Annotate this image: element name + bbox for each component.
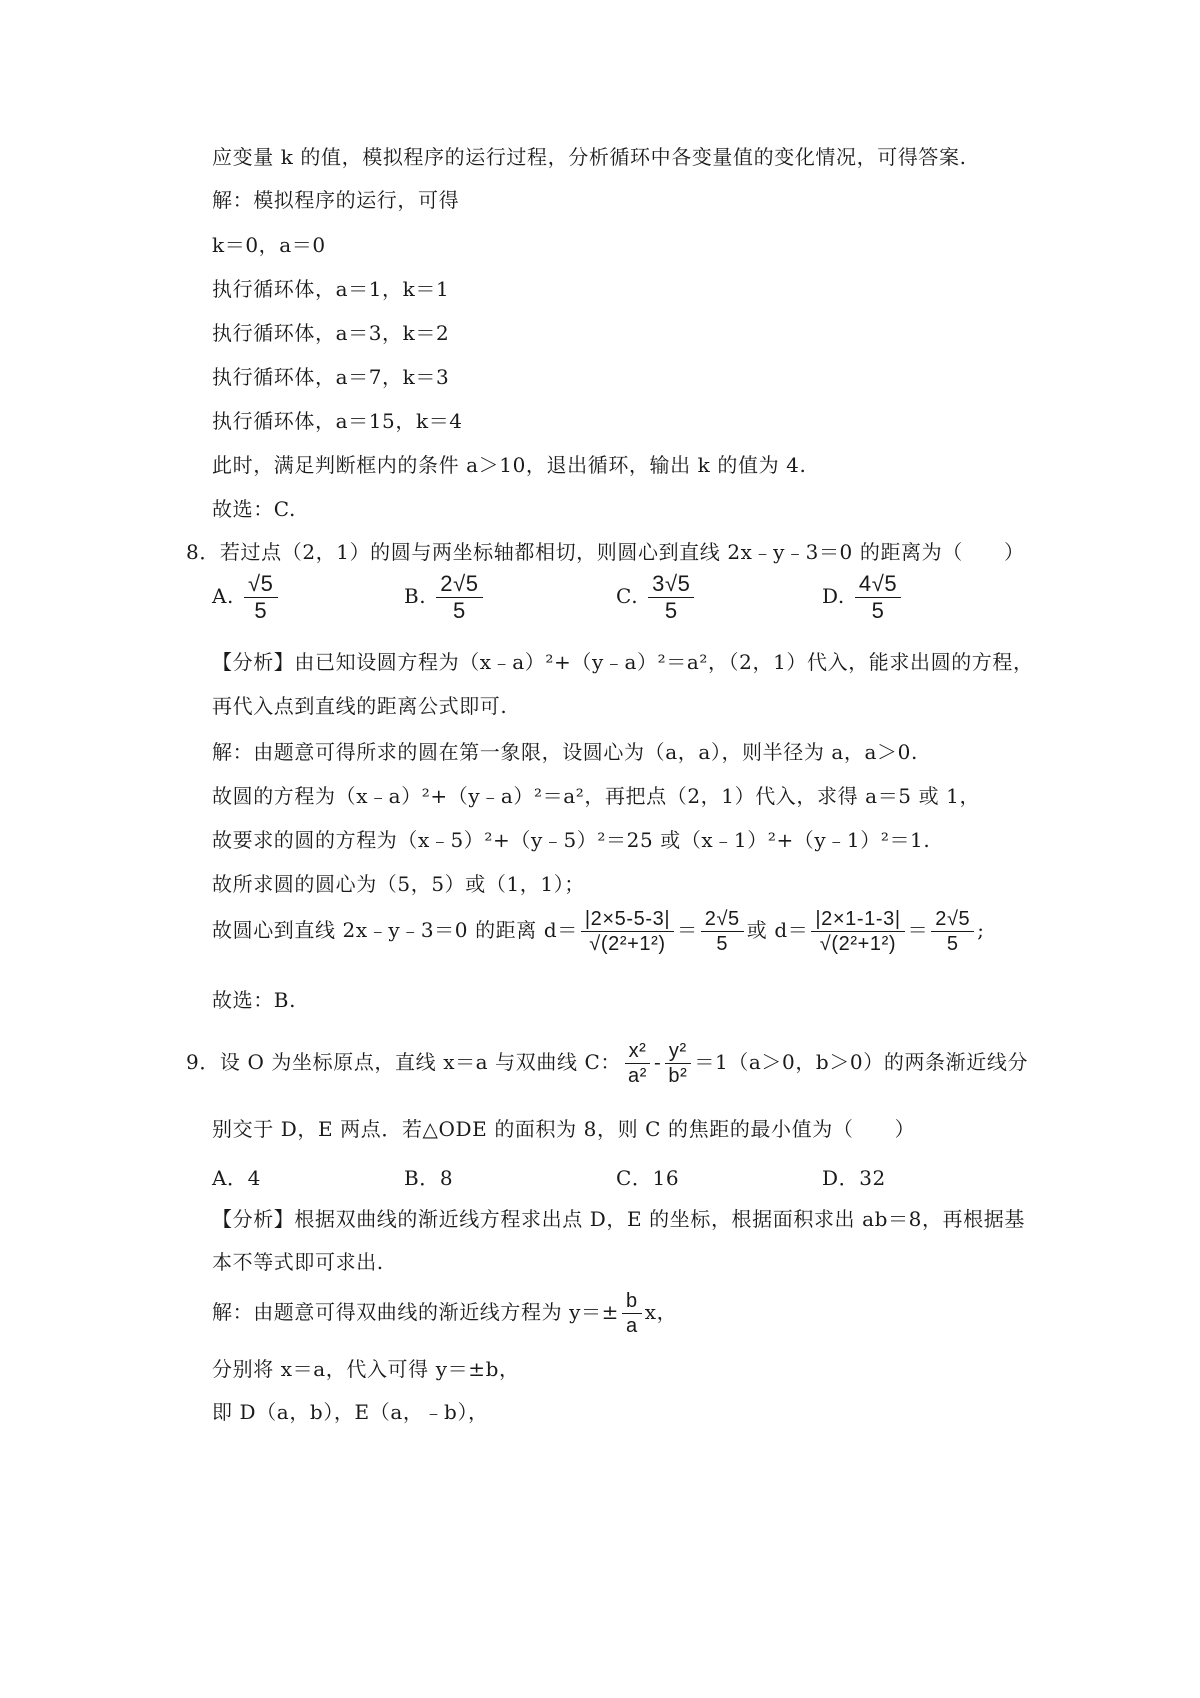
question-9: 9．设 O 为坐标原点，直线 x＝a 与双曲线 C： $\frac{\text{x²}}{\text{a²}}$ - $\frac{\text{y²}}{\text{b²}}$ ＝1（a＞0，b＞0）的两条渐近线分	[186, 1040, 1029, 1087]
option-label: C.	[616, 584, 639, 609]
fraction	[664, 1040, 691, 1087]
eq-prefix: 解：由题意可得双曲线的渐近线方程为 y＝±	[212, 1300, 620, 1324]
q9-prefix: 9．设 O 为坐标原点，直线 x＝a 与双曲线 C：	[186, 1050, 622, 1074]
eq-prefix: 故圆心到直线 2x﹣y﹣3＝0 的距离 d＝	[212, 918, 578, 942]
distance-equation: 故圆心到直线 2x﹣y﹣3＝0 的距离 d＝ $\frac{|2\times 5-5-3|}{\text{√(2²+1²)}}$ ＝ $\frac{2√5}{5}$ 或 d＝ $\frac{|2\times 1-1-3|}{\text{√(2²+1²)}}$ ＝ $\frac{2√5}{5}$ ;	[212, 908, 985, 955]
option-a: A．4	[212, 1166, 261, 1190]
option-label: D.	[822, 584, 845, 609]
fraction	[244, 572, 278, 623]
analysis-line: 【分析】根据双曲线的渐近线方程求出点 D，E 的坐标，根据面积求出 ab＝8，再根据基	[212, 1207, 1025, 1231]
numerator: x²	[625, 1040, 651, 1064]
denominator: a	[626, 1315, 638, 1337]
option-c	[616, 572, 697, 623]
text-line: 执行循环体，a＝15，k＝4	[212, 409, 463, 433]
numerator: √5	[244, 572, 278, 598]
eq-suffix: x，	[644, 1300, 678, 1324]
option-b: B．8	[404, 1166, 454, 1190]
answer-line: 故选：C.	[212, 497, 296, 521]
numerator: 3√5	[648, 572, 694, 598]
fraction	[701, 908, 744, 955]
option-c: C．16	[616, 1166, 680, 1190]
fraction	[436, 572, 482, 623]
numerator: b	[622, 1290, 642, 1314]
denominator: √(2²+1²)	[819, 933, 897, 955]
option-label: B.	[404, 584, 427, 609]
text-line: 故圆的方程为（x﹣a）²+（y﹣a）²＝a²，再把点（2，1）代入，求得 a＝5 或 1，	[212, 784, 981, 808]
option-label: A.	[212, 584, 235, 609]
fraction	[931, 908, 974, 955]
fraction	[622, 1290, 642, 1337]
text-line: k＝0，a＝0	[212, 233, 326, 257]
text-line: 执行循环体，a＝1，k＝1	[212, 277, 450, 301]
text-line: 故要求的圆的方程为（x﹣5）²+（y﹣5）²＝25 或（x﹣1）²+（y﹣1）²＝1.	[212, 828, 931, 852]
eq-middle: 或 d＝	[746, 918, 809, 942]
option-d: D．32	[822, 1166, 886, 1190]
numerator: y²	[665, 1040, 691, 1064]
denominator: 5	[716, 933, 729, 955]
analysis-line: 【分析】由已知设圆方程为（x﹣a）²+（y﹣a）²＝a²，（2，1）代入，能求出圆的方程，	[212, 650, 1034, 674]
fraction	[811, 908, 904, 955]
text-line: 再代入点到直线的距离公式即可.	[212, 694, 508, 718]
text-line: 故所求圆的圆心为（5，5）或（1，1）；	[212, 872, 585, 896]
denominator: 5	[871, 598, 885, 624]
numerator: 2√5	[701, 908, 744, 932]
denominator: a²	[628, 1065, 647, 1087]
denominator: 5	[946, 933, 959, 955]
option-b	[404, 572, 486, 623]
denominator: b²	[668, 1065, 688, 1087]
fraction	[624, 1040, 651, 1087]
text-line: 本不等式即可求出.	[212, 1250, 384, 1274]
asymptote-equation	[212, 1290, 677, 1337]
fraction	[581, 908, 674, 955]
denominator: 5	[664, 598, 678, 624]
numerator: 2√5	[436, 572, 482, 598]
answer-line: 故选：B.	[212, 988, 297, 1012]
text-line: 应变量 k 的值，模拟程序的运行过程，分析循环中各变量值的变化情况，可得答案.	[212, 145, 967, 169]
text-line: 别交于 D，E 两点．若△ODE 的面积为 8，则 C 的焦距的最小值为（ ）	[212, 1117, 916, 1141]
fraction	[648, 572, 694, 623]
text-line: 分别将 x＝a，代入可得 y＝±b，	[212, 1357, 520, 1381]
denominator: √(2²+1²)	[589, 933, 666, 955]
question-8: 8．若过点（2，1）的圆与两坐标轴都相切，则圆心到直线 2x﹣y﹣3＝0 的距离为（ ）	[186, 540, 1025, 564]
option-a	[212, 572, 281, 623]
text-line: 即 D（a，b），E（a，﹣b），	[212, 1400, 489, 1424]
numerator: 4√5	[855, 572, 901, 598]
text-line: 执行循环体，a＝7，k＝3	[212, 365, 450, 389]
numerator: |2×5-5-3|	[581, 908, 674, 932]
text-line: 此时，满足判断框内的条件 a＞10，退出循环，输出 k 的值为 4.	[212, 453, 807, 477]
numerator: |2×1-1-3|	[811, 908, 904, 932]
text-line: 解：由题意可得所求的圆在第一象限，设圆心为（a，a），则半径为 a，a＞0.	[212, 740, 918, 764]
fraction	[855, 572, 901, 623]
denominator: 5	[254, 598, 268, 624]
text-line: 解：模拟程序的运行，可得	[212, 188, 460, 212]
numerator: 2√5	[931, 908, 974, 932]
option-d	[822, 572, 904, 623]
text-line: 执行循环体，a＝3，k＝2	[212, 321, 450, 345]
denominator: 5	[452, 598, 466, 624]
q9-suffix: ＝1（a＞0，b＞0）的两条渐近线分	[694, 1050, 1029, 1074]
